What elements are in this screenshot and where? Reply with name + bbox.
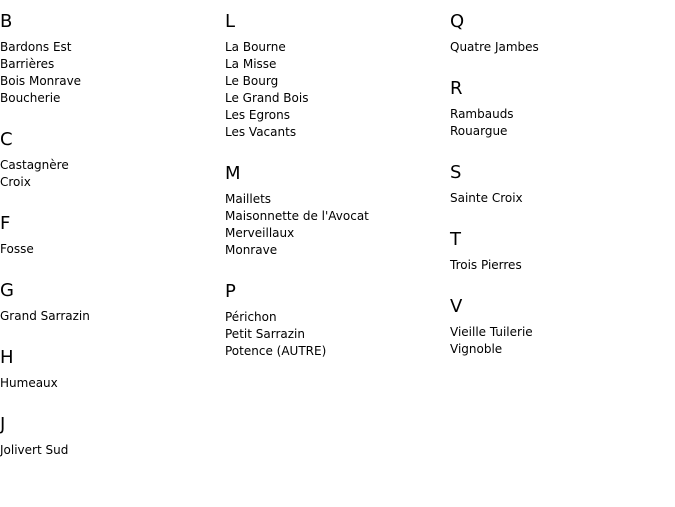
place-list — [225, 309, 445, 360]
place-link[interactable]: Vieille Tuilerie — [450, 325, 533, 339]
place-list-item — [225, 124, 445, 141]
place-list — [450, 106, 670, 140]
letter-heading: F — [0, 213, 11, 234]
place-link[interactable]: Rouargue — [450, 124, 508, 138]
letter-group-h — [0, 347, 220, 392]
place-link[interactable]: Maillets — [225, 192, 272, 206]
place-list-item — [225, 326, 445, 343]
place-list-item — [450, 257, 670, 274]
place-list — [450, 190, 670, 207]
place-list-item — [0, 39, 220, 56]
place-list — [0, 375, 220, 392]
place-list-item — [0, 73, 220, 90]
letter-heading: T — [450, 229, 461, 250]
place-link[interactable]: Petit Sarrazin — [225, 327, 305, 341]
place-list-item — [225, 107, 445, 124]
place-list-item — [225, 225, 445, 242]
letter-group-j — [0, 414, 220, 459]
place-link[interactable]: Monrave — [225, 243, 278, 257]
letter-heading: L — [225, 11, 236, 32]
letter-group-p — [225, 281, 445, 360]
index-column-2 — [225, 0, 445, 382]
place-link[interactable]: Les Vacants — [225, 125, 297, 139]
place-list-item — [450, 190, 670, 207]
letter-group-l — [225, 11, 445, 141]
place-list-item — [0, 442, 220, 459]
place-list — [0, 308, 220, 325]
place-link[interactable]: La Bourne — [225, 40, 286, 54]
place-link[interactable]: Jolivert Sud — [0, 443, 69, 457]
place-list — [225, 191, 445, 259]
place-list-item — [225, 90, 445, 107]
place-list-item — [0, 308, 220, 325]
place-list-item — [450, 324, 670, 341]
place-list — [450, 324, 670, 358]
place-link[interactable]: La Misse — [225, 57, 277, 71]
place-link[interactable]: Périchon — [225, 310, 277, 324]
place-link[interactable]: Vignoble — [450, 342, 503, 356]
place-list — [450, 39, 670, 56]
letter-group-r — [450, 78, 670, 140]
letter-heading: Q — [450, 11, 465, 32]
place-link[interactable]: Humeaux — [0, 376, 58, 390]
place-link[interactable]: Potence (AUTRE) — [225, 344, 327, 358]
place-link[interactable]: Bois Monrave — [0, 74, 82, 88]
place-link[interactable]: Croix — [0, 175, 31, 189]
place-list-item — [0, 157, 220, 174]
letter-heading: C — [0, 129, 13, 150]
place-link[interactable]: Maisonnette de l'Avocat — [225, 209, 369, 223]
letter-heading: H — [0, 347, 14, 368]
place-list — [450, 257, 670, 274]
place-list-item — [450, 106, 670, 123]
place-link[interactable]: Barrières — [0, 57, 55, 71]
letter-group-m — [225, 163, 445, 259]
place-list-item — [0, 56, 220, 73]
place-list-item — [450, 123, 670, 140]
letter-group-c — [0, 129, 220, 191]
letter-heading: B — [0, 11, 13, 32]
letter-heading: S — [450, 162, 462, 183]
place-list-item — [225, 191, 445, 208]
place-link[interactable]: Le Grand Bois — [225, 91, 309, 105]
index-column-3 — [450, 0, 670, 380]
place-list-item — [450, 341, 670, 358]
letter-group-g — [0, 280, 220, 325]
place-list-item — [0, 174, 220, 191]
place-list — [0, 157, 220, 191]
place-link[interactable]: Le Bourg — [225, 74, 279, 88]
letter-group-b — [0, 11, 220, 107]
place-link[interactable]: Bardons Est — [0, 40, 72, 54]
letter-group-f — [0, 213, 220, 258]
letter-heading: V — [450, 296, 463, 317]
place-list-item — [225, 242, 445, 259]
letter-group-t — [450, 229, 670, 274]
place-list-item — [225, 343, 445, 360]
place-link[interactable]: Merveillaux — [225, 226, 295, 240]
place-list-item — [225, 309, 445, 326]
place-list — [0, 442, 220, 459]
place-list — [0, 241, 220, 258]
letter-group-s — [450, 162, 670, 207]
place-list-item — [225, 56, 445, 73]
letter-group-q — [450, 11, 670, 56]
place-list-item — [225, 39, 445, 56]
letter-heading: G — [0, 280, 14, 301]
letter-heading: P — [225, 281, 236, 302]
place-link[interactable]: Les Egrons — [225, 108, 290, 122]
place-list-item — [225, 208, 445, 225]
place-link[interactable]: Fosse — [0, 242, 34, 256]
letter-heading: J — [0, 414, 6, 435]
letter-group-v — [450, 296, 670, 358]
place-list-item — [225, 73, 445, 90]
place-link[interactable]: Grand Sarrazin — [0, 309, 90, 323]
place-list-item — [450, 39, 670, 56]
place-link[interactable]: Castagnère — [0, 158, 69, 172]
place-list — [225, 39, 445, 141]
place-link[interactable]: Rambauds — [450, 107, 514, 121]
place-list-item — [0, 375, 220, 392]
place-link[interactable]: Boucherie — [0, 91, 61, 105]
place-list-item — [0, 241, 220, 258]
place-list — [0, 39, 220, 107]
place-list-item — [0, 90, 220, 107]
letter-heading: M — [225, 163, 241, 184]
letter-heading: R — [450, 78, 463, 99]
index-column-1 — [0, 0, 220, 481]
place-link[interactable]: Quatre Jambes — [450, 40, 539, 54]
place-link[interactable]: Trois Pierres — [450, 258, 522, 272]
place-link[interactable]: Sainte Croix — [450, 191, 523, 205]
